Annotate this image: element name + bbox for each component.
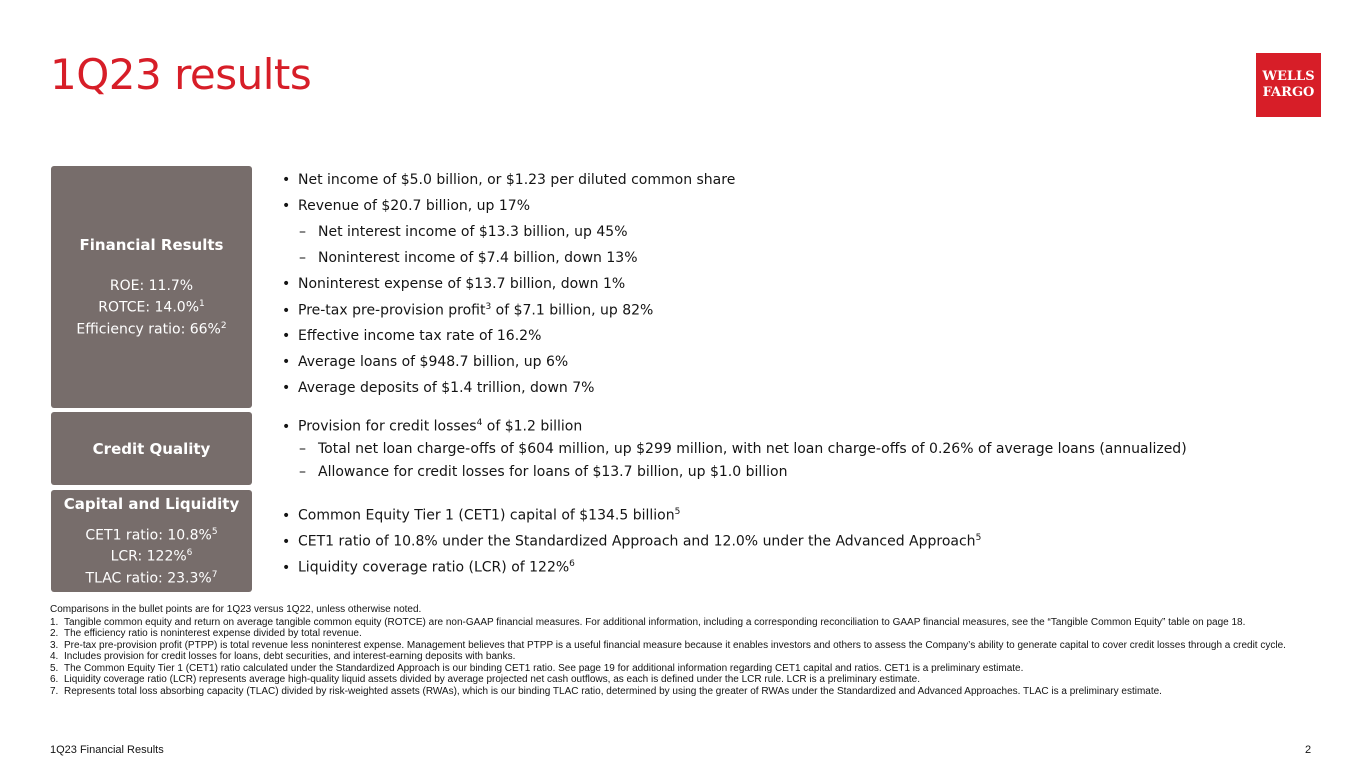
capital-liquidity-panel	[51, 490, 252, 592]
footnote-ref: 6	[186, 548, 193, 559]
logo-line-1: WELLS	[1262, 69, 1315, 84]
bullet-item: • Average deposits of $1.4 trillion, down 7%	[282, 380, 595, 396]
financial-results-heading: Financial Results	[79, 235, 224, 254]
footnote-ref: 6	[569, 559, 575, 569]
capital-liquidity-heading: Capital and Liquidity	[63, 494, 240, 513]
tlac-ratio-metric: TLAC ratio: 23.3%$^7$	[85, 569, 218, 587]
footnote-item: 4. Includes provision for credit losses for loans, debt securities, and interest-earning deposits with banks.	[50, 651, 516, 662]
credit-quality-heading: Credit Quality	[92, 439, 211, 458]
bullet-item: • Provision for credit losses$^4$ of $1.2 billion	[282, 418, 583, 435]
footnote-item: 6. Liquidity coverage ratio (LCR) represents average high-quality liquid assets divided by average projected net cash outflows, as each is defined under the LCR rule. LCR is a preliminary estimate.	[50, 674, 921, 685]
logo-line-2: FARGO	[1262, 85, 1315, 100]
sub-bullet-item: – Net interest income of $13.3 billion, up 45%	[299, 224, 628, 240]
bullet-item: • CET1 ratio of 10.8% under the Standardized Approach and 12.0% under the Advanced Approach$^5$	[282, 533, 982, 550]
page-number: 2	[1305, 744, 1312, 756]
footnote-ref: 5	[975, 533, 982, 543]
efficiency-ratio-metric: Efficiency ratio: 66%$^2$	[76, 320, 227, 338]
cet1-ratio-metric: CET1 ratio: 10.8%$^5$	[85, 526, 218, 544]
rotce-metric: ROTCE: 14.0%$^1$	[98, 298, 205, 316]
bullet-item: • Average loans of $948.7 billion, up 6%	[282, 354, 569, 370]
sub-bullet-item: – Allowance for credit losses for loans of $13.7 billion, up $1.0 billion	[299, 464, 788, 480]
sub-bullet-item: – Noninterest income of $7.4 billion, down 13%	[299, 250, 638, 266]
footnote-ref: 3	[485, 302, 492, 312]
footnote-item: 5. The Common Equity Tier 1 (CET1) ratio calculated under the Standardized Approach is our binding CET1 ratio. See page 19 for additional information regarding CET1 capital and ratios. CET1 is a preliminary estimate.	[50, 662, 1024, 674]
footnotes	[50, 604, 1310, 697]
bullet-item: • Common Equity Tier 1 (CET1) capital of $134.5 billion$^5$	[282, 507, 681, 524]
footnote-ref: 2	[220, 320, 227, 331]
footnote-item: 3. Pre-tax pre-provision profit (PTPP) is total revenue less noninterest expense. Management believes that PTPP is a useful financial measure because it enables investors and others to assess the Company’s ability to generate capital to cover credit losses through a credit cycle.	[50, 639, 1286, 651]
bullet-item: • Effective income tax rate of 16.2%	[282, 328, 542, 344]
footnote-item: 7. Represents total loss absorbing capacity (TLAC) divided by risk-weighted assets (RWAs), which is our binding TLAC ratio, determined by using the greater of RWAs under the Standardized and Advanced Approaches. TLAC is a preliminary estimate.	[50, 685, 1162, 697]
bullet-item: • Noninterest expense of $13.7 billion, down 1%	[282, 276, 626, 292]
page-title: 1Q23 results	[50, 50, 312, 99]
footnote-ref: 5	[674, 507, 681, 517]
lcr-metric: LCR: 122%$^6$	[110, 548, 193, 565]
footnotes-intro: Comparisons in the bullet points are for 1Q23 versus 1Q22, unless otherwise noted.	[50, 604, 422, 615]
footnote-item: 2. The efficiency ratio is noninterest expense divided by total revenue.	[50, 628, 362, 639]
financial-results-panel	[51, 166, 252, 408]
bullet-item: • Liquidity coverage ratio (LCR) of 122%$^6$	[282, 559, 575, 576]
footnote-ref: 5	[211, 526, 218, 537]
footnote-item: 1. Tangible common equity and return on average tangible common equity (ROTCE) are non-GAAP financial measures. For additional information, including a corresponding reconciliation to GAAP financial measures, see the “Tangible Common Equity” table on page 18.	[50, 616, 1246, 628]
bullet-item: • Revenue of $20.7 billion, up 17%	[282, 198, 531, 214]
credit-quality-panel	[51, 412, 252, 485]
footer-title: 1Q23 Financial Results	[50, 744, 164, 756]
roe-metric: ROE: 11.7%	[109, 277, 194, 294]
bullet-item: • Pre-tax pre-provision profit$^3$ of $7.1 billion, up 82%	[282, 302, 654, 319]
bullet-item: • Net income of $5.0 billion, or $1.23 per diluted common share	[282, 172, 736, 188]
footnote-ref: 1	[199, 298, 205, 309]
wells-fargo-logo	[1256, 53, 1321, 117]
footnote-ref: 7	[211, 569, 218, 580]
footnote-ref: 4	[476, 418, 483, 428]
sub-bullet-item: – Total net loan charge-offs of $604 million, up $299 million, with net loan charge-offs of 0.26% of average loans (annualized)	[299, 441, 1187, 457]
